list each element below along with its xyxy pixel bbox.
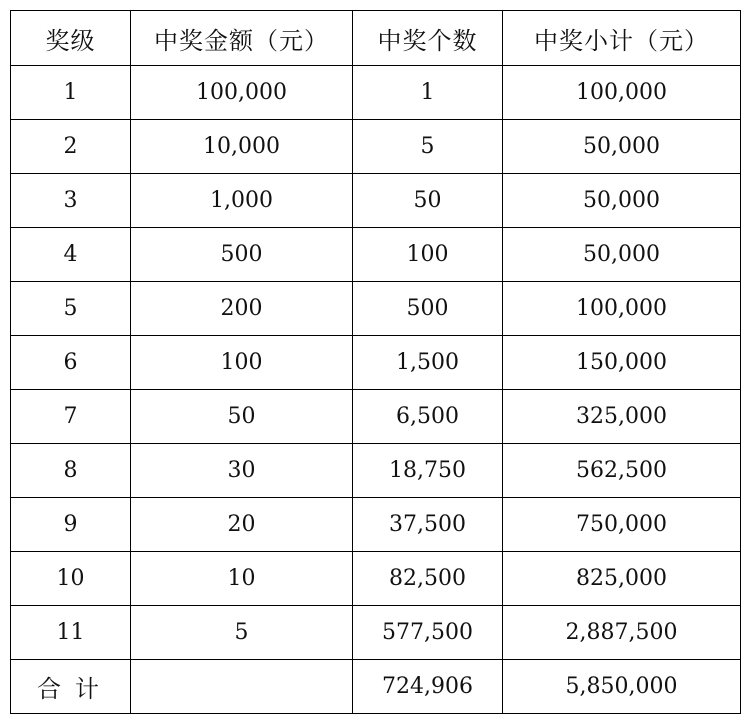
cell-prize-subtotal: 100,000: [503, 66, 741, 120]
table-row: [11, 228, 741, 282]
cell-winner-count: 100: [353, 228, 503, 282]
cell-prize-subtotal: 750,000: [503, 498, 741, 552]
cell-prize-level: 8: [11, 444, 131, 498]
cell-winner-count: 1,500: [353, 336, 503, 390]
cell-prize-amount: 200: [131, 282, 353, 336]
cell-prize-amount: 100: [131, 336, 353, 390]
total-row: [11, 660, 741, 714]
table-row: [11, 444, 741, 498]
cell-prize-subtotal: 325,000: [503, 390, 741, 444]
cell-winner-count: 37,500: [353, 498, 503, 552]
cell-winner-count: 50: [353, 174, 503, 228]
total-label: 合计: [11, 660, 131, 714]
cell-prize-amount: 50: [131, 390, 353, 444]
cell-prize-subtotal: 50,000: [503, 174, 741, 228]
header-prize-subtotal: 中奖小计（元）: [503, 11, 741, 66]
cell-prize-level: 1: [11, 66, 131, 120]
cell-prize-level: 6: [11, 336, 131, 390]
cell-prize-level: 10: [11, 552, 131, 606]
table-row: [11, 390, 741, 444]
cell-winner-count: 18,750: [353, 444, 503, 498]
total-subtotal: 5,850,000: [503, 660, 741, 714]
table-row: [11, 498, 741, 552]
cell-prize-level: 2: [11, 120, 131, 174]
cell-winner-count: 82,500: [353, 552, 503, 606]
header-row: [11, 11, 741, 66]
prize-table: [10, 10, 741, 714]
cell-prize-subtotal: 2,887,500: [503, 606, 741, 660]
cell-prize-level: 11: [11, 606, 131, 660]
cell-prize-amount: 20: [131, 498, 353, 552]
total-count: 724,906: [353, 660, 503, 714]
total-amount-cell: [131, 660, 353, 714]
cell-prize-level: 7: [11, 390, 131, 444]
table-row: [11, 552, 741, 606]
table-body: [11, 66, 741, 660]
cell-prize-level: 5: [11, 282, 131, 336]
cell-prize-level: 9: [11, 498, 131, 552]
cell-prize-amount: 10,000: [131, 120, 353, 174]
table-footer: [11, 660, 741, 714]
cell-prize-subtotal: 100,000: [503, 282, 741, 336]
table-row: [11, 66, 741, 120]
table-header: [11, 11, 741, 66]
table-row: [11, 606, 741, 660]
cell-prize-subtotal: 562,500: [503, 444, 741, 498]
cell-prize-amount: 100,000: [131, 66, 353, 120]
cell-winner-count: 500: [353, 282, 503, 336]
cell-prize-amount: 30: [131, 444, 353, 498]
cell-prize-subtotal: 50,000: [503, 228, 741, 282]
cell-prize-subtotal: 825,000: [503, 552, 741, 606]
cell-prize-amount: 1,000: [131, 174, 353, 228]
cell-winner-count: 6,500: [353, 390, 503, 444]
table-row: [11, 174, 741, 228]
cell-prize-level: 3: [11, 174, 131, 228]
header-prize-amount: 中奖金额（元）: [131, 11, 353, 66]
cell-prize-subtotal: 150,000: [503, 336, 741, 390]
table-row: [11, 282, 741, 336]
cell-prize-amount: 500: [131, 228, 353, 282]
cell-winner-count: 1: [353, 66, 503, 120]
cell-prize-subtotal: 50,000: [503, 120, 741, 174]
cell-prize-amount: 10: [131, 552, 353, 606]
table-row: [11, 120, 741, 174]
table-row: [11, 336, 741, 390]
cell-prize-amount: 5: [131, 606, 353, 660]
header-winner-count: 中奖个数: [353, 11, 503, 66]
cell-winner-count: 5: [353, 120, 503, 174]
cell-winner-count: 577,500: [353, 606, 503, 660]
header-prize-level: 奖级: [11, 11, 131, 66]
cell-prize-level: 4: [11, 228, 131, 282]
